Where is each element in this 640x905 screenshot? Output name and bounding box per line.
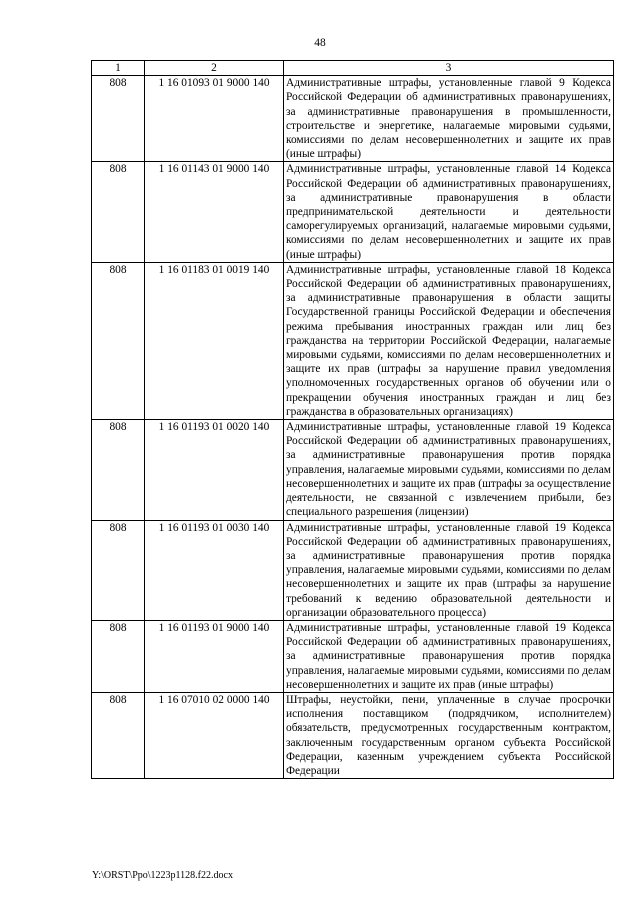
column-header: 2 [145, 61, 284, 76]
page-number: 48 [314, 37, 326, 49]
revenue-name-cell: Штрафы, неустойки, пени, уплаченные в случае просрочки исполнения поставщиком (подрядчиком, исполнителем) обязательств, предусмотренных государственным контрактом, заключенным государственным органом субъекта Российской Федерации, казенным учреждением субъекта Российской Федерации [284, 692, 614, 778]
revenue-name-cell: Административные штрафы, установленные главой 19 Кодекса Российской Федерации об административных правонарушениях, за административные правонарушения против порядка управления, налагаемые мировыми судьями, комиссиями по делам несовершеннолетних и защите их прав (штрафы за осуществление деятельности, не связанной с извлечением прибыли, без специального разрешения (лицензии) [284, 420, 614, 520]
revenue-code-cell: 1 16 07010 02 0000 140 [145, 692, 284, 778]
revenue-code-cell: 1 16 01093 01 9000 140 [145, 76, 284, 162]
table-row [92, 162, 614, 262]
table-row [92, 76, 614, 162]
administrator-code-cell: 808 [92, 620, 145, 692]
revenue-code-cell: 1 16 01193 01 9000 140 [145, 620, 284, 692]
administrator-code-cell: 808 [92, 76, 145, 162]
table-row [92, 692, 614, 778]
revenue-code-cell: 1 16 01193 01 0020 140 [145, 420, 284, 520]
administrator-code-cell: 808 [92, 420, 145, 520]
revenue-code-cell: 1 16 01193 01 0030 140 [145, 520, 284, 620]
column-header: 1 [92, 61, 145, 76]
administrator-code-cell: 808 [92, 520, 145, 620]
revenue-code-cell: 1 16 01143 01 9000 140 [145, 162, 284, 262]
revenue-name-cell: Административные штрафы, установленные главой 9 Кодекса Российской Федерации об административных правонарушениях, за административные правонарушения в промышленности, строительстве и энергетике, налагаемые мировыми судьями, комиссиями по делам несовершеннолетних и защите их прав (иные штрафы) [284, 76, 614, 162]
table-row [92, 520, 614, 620]
revenue-name-cell: Административные штрафы, установленные главой 18 Кодекса Российской Федерации об административных правонарушениях, за административные правонарушения в области защиты Государственной границы Российской Федерации и обеспечения режима пребывания иностранных граждан или лиц без гражданства на территории Российской Федерации, налагаемые мировыми судьями, комиссиями по делам несовершеннолетних и защите их прав (штрафы за нарушение правил уведомления уполномоченных государственных органов об обучении или о прекращении обучения иностранных граждан и лиц без гражданства в образовательных организациях) [284, 262, 614, 419]
revenue-name-cell: Административные штрафы, установленные главой 19 Кодекса Российской Федерации об административных правонарушениях, за административные правонарушения против порядка управления, налагаемые мировыми судьями, комиссиями по делам несовершеннолетних и защите их прав (иные штрафы) [284, 620, 614, 692]
revenue-name-cell: Административные штрафы, установленные главой 14 Кодекса Российской Федерации об административных правонарушениях, за административные правонарушения в области предпринимательской деятельности и деятельности саморегулируемых организаций, налагаемые мировыми судьями, комиссиями по делам несовершеннолетних и защите их прав (иные штрафы) [284, 162, 614, 262]
administrator-code-cell: 808 [92, 692, 145, 778]
administrator-code-cell: 808 [92, 262, 145, 419]
revenue-code-cell: 1 16 01183 01 0019 140 [145, 262, 284, 419]
administrator-code-cell: 808 [92, 162, 145, 262]
table-row [92, 262, 614, 419]
table-row [92, 620, 614, 692]
budget-codes-table [91, 60, 614, 779]
table-header-row [92, 61, 614, 76]
column-header: 3 [284, 61, 614, 76]
document-file-path: Y:\ORST\Ppo\1223p1128.f22.docx [92, 870, 233, 881]
table-row [92, 420, 614, 520]
revenue-name-cell: Административные штрафы, установленные главой 19 Кодекса Российской Федерации об административных правонарушениях, за административные правонарушения против порядка управления, налагаемые мировыми судьями, комиссиями по делам несовершеннолетних и защите их прав (штрафы за нарушение требований к ведению образовательной деятельности и организации образовательного процесса) [284, 520, 614, 620]
